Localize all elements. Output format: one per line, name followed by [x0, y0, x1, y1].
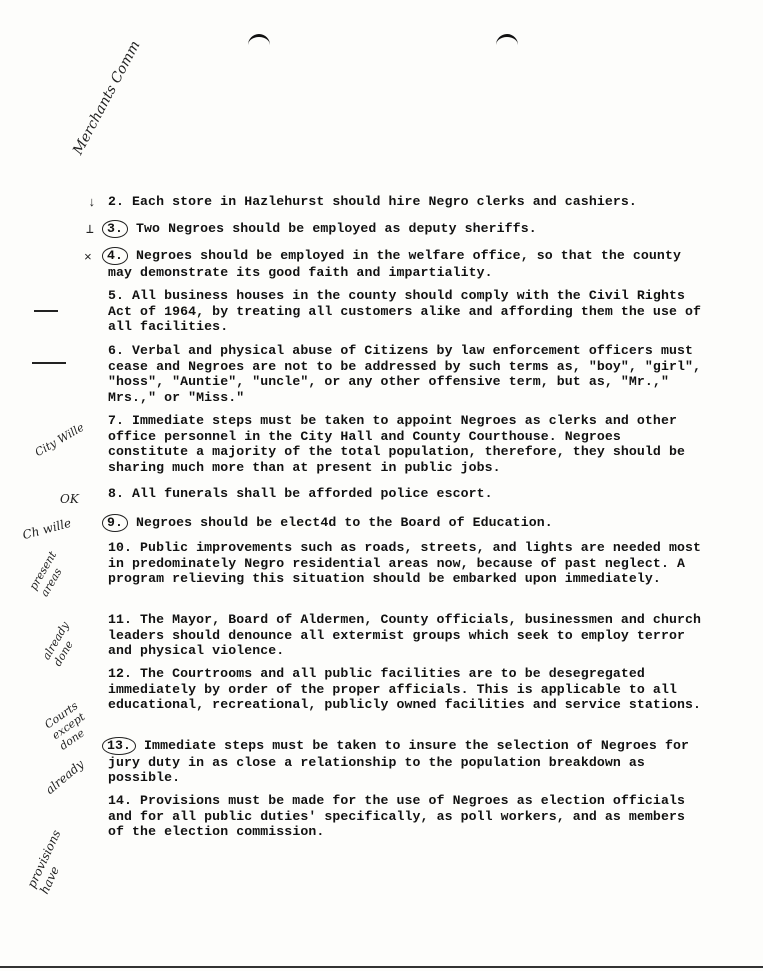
handwritten-note-item-14: provisions have	[24, 827, 64, 897]
handwritten-note-item-12: Courts except done	[42, 699, 88, 753]
item-5: 5. All business houses in the county should comply with the Civil Rights Act of 1964, by treating all customers alike and affording them the use of all facilities.	[108, 288, 702, 334]
item-4: 4. Negroes should be employed in the welfare office, so that the county may demonstrate its good faith and impartiality.	[108, 247, 708, 280]
handwritten-note-item-9: Ch wille	[21, 515, 73, 543]
check-mark-item-4: ×	[84, 250, 92, 265]
handwritten-note-item-10: present areas	[26, 549, 65, 599]
item-6: 6. Verbal and physical abuse of Citizens by law enforcement officers must cease and Negroes are not to be addressed by such terms as, "boy", "girl", "hoss", "Auntie", "uncle", or any other offensive term, but as, "Mr.," Mrs.," or "Miss."	[108, 343, 702, 405]
handwritten-note-item-7: City Wille	[32, 420, 87, 460]
punch-hole-right	[496, 34, 518, 51]
item-10: 10. Public improvements such as roads, streets, and lights are needed most in predominately Negro residential areas now, because of past neglect. A program relieving this situation should be embarked upon immediately.	[108, 540, 702, 586]
handwritten-note-item-8: OK	[60, 492, 79, 506]
item-7: 7. Immediate steps must be taken to appoint Negroes as clerks and other office personnel in the City Hall and County Courthouse. Negroes constitute a majority of the total population, therefore, they should be sharing much more than at present in public jobs.	[108, 413, 685, 475]
check-mark-item-3: ⊥	[86, 222, 94, 237]
item-13: 13. Immediate steps must be taken to insure the selection of Negroes for jury duty in as close a relationship to the population breakdown as possible.	[108, 737, 708, 786]
margin-dash-item-6	[32, 362, 66, 364]
item-12: 12. The Courtrooms and all public facilities are to be desegregated immediately by order of the proper afficials. This is applicable to all educational, recreational, publicly owned facilities and service stations.	[108, 666, 702, 712]
handwritten-note-top: Merchants Comm	[70, 38, 144, 158]
item-8: 8. All funerals shall be afforded police escort.	[108, 486, 493, 501]
item-11: 11. The Mayor, Board of Aldermen, County officials, businessmen and church leaders should denounce all extermist groups which seek to employ terror and physical violence.	[108, 612, 702, 658]
item-2: 2. Each store in Hazlehurst should hire Negro clerks and cashiers.	[108, 194, 637, 209]
margin-dash-item-5	[34, 310, 58, 312]
handwritten-note-item-13: already	[42, 757, 87, 797]
item-3: 3. Two Negroes should be employed as deputy sheriffs.	[108, 220, 708, 238]
item-14: 14. Provisions must be made for the use of Negroes as election officials and for all public duties' specifically, as poll workers, and as members of the election commission.	[108, 793, 685, 839]
handwritten-note-item-11: already done	[39, 619, 76, 669]
check-mark-item-2: ↓	[88, 195, 96, 210]
punch-hole-left	[248, 34, 270, 51]
bottom-rule	[0, 966, 763, 968]
item-9: 9. Negroes should be elect4d to the Board of Education.	[108, 514, 708, 532]
